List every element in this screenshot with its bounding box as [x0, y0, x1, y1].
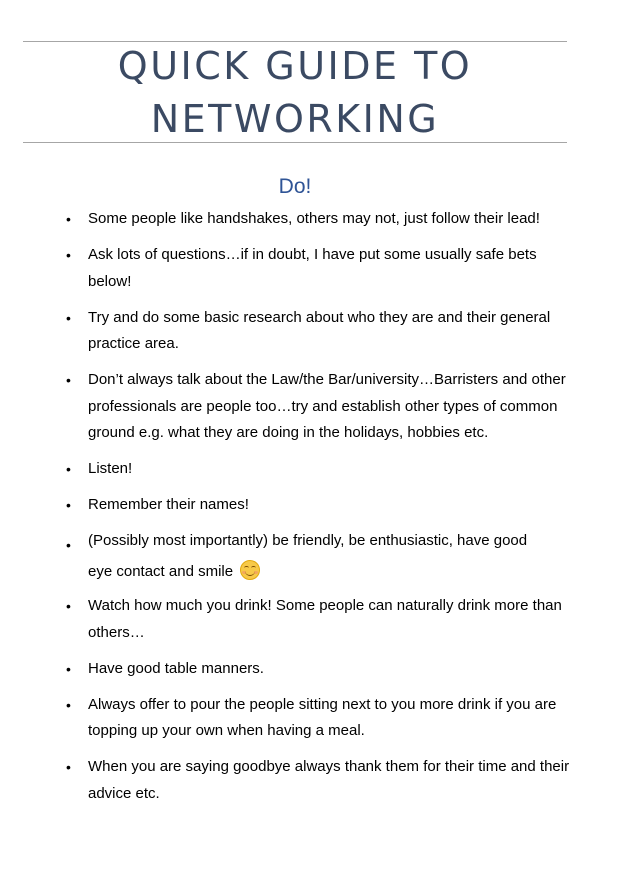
smiling-face-icon	[240, 560, 260, 580]
list-item-line: • (Possibly most importantly) be friendly, be enthusiastic, have good	[88, 532, 528, 549]
list-item: • Some people like handshakes, others may not, just follow their lead!	[0, 206, 618, 233]
do-list	[0, 206, 618, 817]
list-item: • Remember their names!	[0, 492, 618, 519]
title-line-1: QUICK GUIDE TO	[117, 44, 473, 88]
list-item: • Don’t always talk about the Law/the Bar/university…Barristers and other professionals are people too…try and establish other types of common ground e.g. what they are doing in the holidays, hobbies etc.	[0, 367, 618, 447]
list-item: • Ask lots of questions…if in doubt, I have put some usually safe bets below!	[0, 242, 618, 295]
section-heading: Do!	[278, 175, 312, 198]
title-bottom-rule	[23, 142, 567, 143]
list-item: • Watch how much you drink! Some people can naturally drink more than others…	[0, 593, 618, 646]
list-item	[0, 528, 618, 589]
list-item: • When you are saying goodbye always thank them for their time and their advice etc.	[0, 754, 618, 807]
title-line-2: NETWORKING	[150, 97, 440, 141]
list-item: • Have good table manners.	[0, 656, 618, 683]
list-item: • Listen!	[0, 456, 618, 483]
document-title	[23, 40, 567, 146]
list-item: • Try and do some basic research about who they are and their general practice area.	[0, 305, 618, 358]
list-item: • Always offer to pour the people sitting next to you more drink if you are topping up your own when having a meal.	[0, 692, 618, 745]
list-item-line: eye contact and smile	[88, 563, 234, 580]
